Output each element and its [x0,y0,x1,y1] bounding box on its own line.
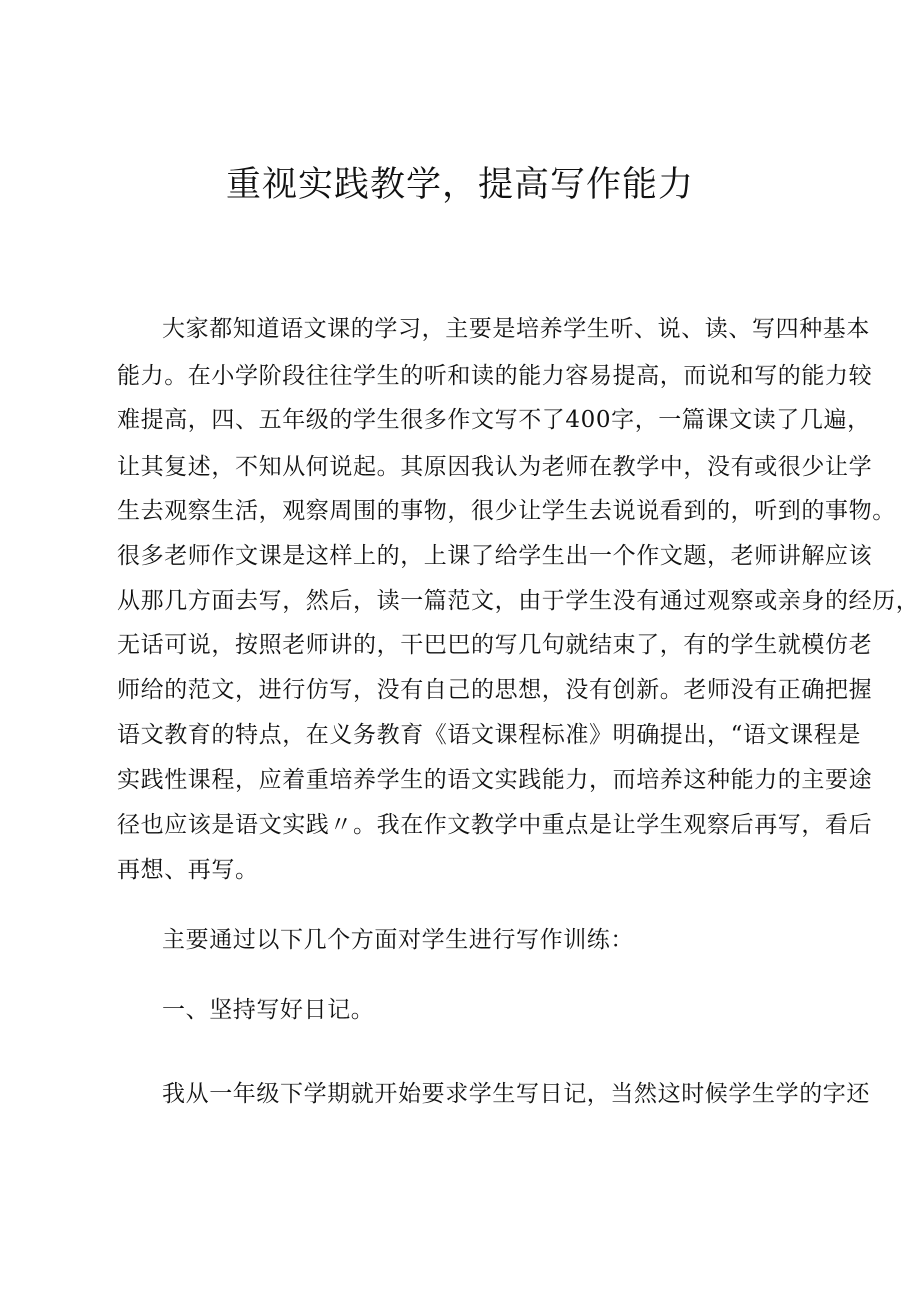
paragraph-line: 生去观察生活，观察周围的事物，很少让学生去说说看到的，听到的事物。 [117,498,896,524]
paragraph-line: 师给的范文，进行仿写，没有自己的思想，没有创新。老师没有正确把握 [117,677,873,703]
paragraph-line: 无话可说，按照老师讲的，干巴巴的写几句就结束了，有的学生就模仿老 [117,632,873,658]
paragraph-training-intro: 主要通过以下几个方面对学生进行写作训练： [162,927,634,953]
paragraph-line: 再想、再写。 [117,857,259,883]
paragraph-diary-start: 我从一年级下学期就开始要求学生写日记，当然这时候学生学的字还 [162,1081,870,1107]
paragraph-line: 实践性课程，应着重培养学生的语文实践能力，而培养这种能力的主要途 [117,767,873,793]
paragraph-line: 径也应该是语文实践〃。我在作文教学中重点是让学生观察后再写，看后 [117,812,873,838]
paragraph-line: 难提高，四、五年级的学生很多作文写不了400字，一篇课文读了几遍， [117,407,871,433]
paragraph-line: 从那几方面去写，然后，读一篇范文，由于学生没有通过观察或亲身的经历， [117,588,920,614]
document-title: 重视实践教学，提高写作能力 [225,165,694,205]
paragraph-line: 让其复述，不知从何说起。其原因我认为老师在教学中，没有或很少让学 [117,454,873,480]
paragraph-line: 语文教育的特点，在义务教育《语文课程标准》明确提出，“语文课程是 [117,722,861,748]
paragraph-line: 很多老师作文课是这样上的，上课了给学生出一个作文题，老师讲解应该 [117,543,873,569]
paragraph-line: 能力。在小学阶段往往学生的听和读的能力容易提高，而说和写的能力较 [117,363,873,389]
paragraph-line: 大家都知道语文课的学习，主要是培养学生听、说、读、写四种基本 [162,316,870,342]
section-heading-diary: 一、坚持写好日记。 [162,997,375,1023]
